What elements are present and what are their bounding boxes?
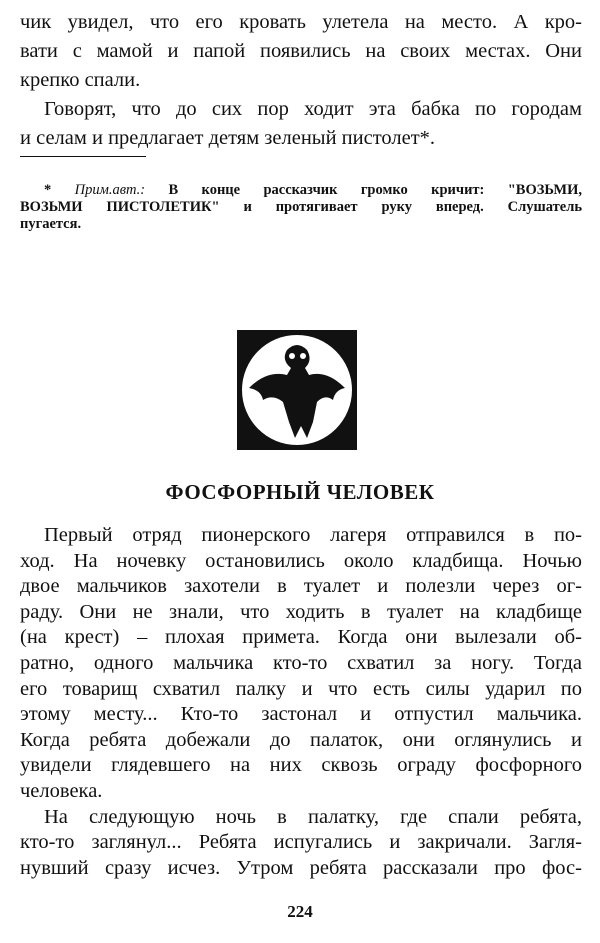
text-line: раду. Они не знали, что ходить в туалет на кладбище: [20, 600, 582, 623]
text-line: нувший сразу исчез. Утром ребята рассказали про фос-: [20, 856, 582, 879]
text-line: двое мальчиков захотели в туалет и полезли через ог-: [20, 575, 582, 598]
text-line: и селам и предлагает детям зеленый пистолет*.: [20, 127, 436, 149]
footnote-separator: [20, 156, 146, 157]
text-line: ратно, одного мальчика кто-то схватил за ногу. Тогда: [20, 652, 582, 674]
text-line: его товарищ схватил палку и что есть силы ударил по: [20, 677, 582, 700]
phosphorus-man-illustration: [237, 330, 357, 450]
text-line: Говорят, что до сих пор ходит эта бабка по городам: [44, 98, 582, 120]
text-line: увидели глядевшего на них сквозь ограду фосфорного: [20, 754, 582, 777]
text-line: Когда ребята добежали до палаток, они оглянулись и: [20, 728, 582, 751]
text-line: крепко спали.: [20, 69, 141, 91]
text-line: На следующую ночь в палатку, где спали ребята,: [44, 805, 582, 828]
text-line: вати с мамой и папой появились на своих местах. Они: [20, 40, 582, 62]
footnote-line: ВОЗЬМИ ПИСТОЛЕТИК" и протягивает руку вперед. Слушатель: [20, 199, 582, 215]
text-line: этому месту... Кто-то застонал и отпустил мальчика.: [20, 703, 582, 726]
footnote-text: В конце рассказчик громко кричит: "ВОЗЬМИ,: [145, 182, 582, 198]
text-line: ход. На ночевку остановились около кладбища. Ночью: [20, 549, 582, 572]
text-line: Первый отряд пионерского лагеря отправился в по-: [44, 524, 582, 546]
footnote-line: пугается.: [20, 216, 82, 232]
text-line: (на крест) – плохая примета. Когда они вылезали об-: [20, 626, 582, 649]
footnote-label: Прим.авт.:: [74, 182, 146, 198]
story-title: ФОСФОРНЫЙ ЧЕЛОВЕК: [165, 480, 435, 504]
footnote-marker: *: [44, 182, 75, 198]
text-line: человека.: [20, 780, 103, 802]
text-line: кто-то заглянул... Ребята испугались и закричали. Загля-: [20, 831, 582, 854]
footnote-line: [44, 182, 582, 199]
page-number: 224: [287, 902, 313, 921]
text-line: чик увидел, что его кровать улетела на место. А кро-: [20, 11, 582, 33]
